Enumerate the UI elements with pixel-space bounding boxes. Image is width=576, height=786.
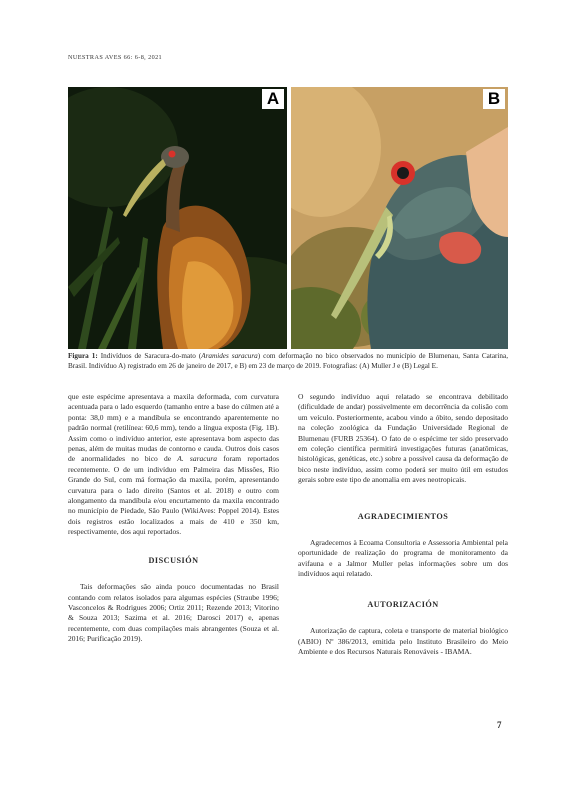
caption-text-post: ) com deformação no bico observados no município de Blumenau, Santa Catarina, Brasil. Indivíduo A) registrado em 26 de janeiro de 2017, e B) em 23 de março de 2019. Fotografias: (A) Muller J e (B) Legal E. bbox=[68, 352, 508, 370]
photo-a bbox=[68, 87, 287, 349]
caption-label: Figura 1: bbox=[68, 352, 98, 360]
photo-a-image bbox=[68, 87, 287, 349]
photo-b-image bbox=[291, 87, 508, 349]
running-head: NUESTRAS AVES 66: 6-8, 2021 bbox=[68, 54, 163, 61]
figure-1 bbox=[68, 87, 508, 349]
left-paragraph-1 bbox=[68, 392, 279, 538]
panel-a-label: A bbox=[262, 89, 284, 109]
right-paragraph-1: O segundo indivíduo aqui relatado se encontrava debilitado (dificuldade de andar) possivelmente em decorrência da colisão com um veículo. Posteriormente, acabou vindo a óbito, sendo depositado na coleção zoológica da Fundação Universidade Regional de Blumenau (FURB 25364). O fato de o espécime ter sido preservado em coleção científica permitirá investigações futuras (anatômicas, histológicas, genéticas, etc.) sobre a possível causa da deformação de bico neste indivíduo, assim como poderá ser muito útil em estudos gerais sobre este tipo de anomalia em aves neotropicais. bbox=[298, 392, 508, 485]
right-paragraph-3: Autorização de captura, coleta e transporte de material biológico (ABIO) Nº 386/2013, emitida pelo Instituto Brasileiro do Meio Ambiente e dos Recursos Naturais Renováveis - IBAMA. bbox=[298, 626, 508, 656]
caption-species: Aramides saracura bbox=[201, 352, 258, 360]
left-paragraph-1-species: A. saracura bbox=[177, 454, 218, 464]
right-column bbox=[298, 392, 508, 657]
section-title-discusion: DISCUSIÓN bbox=[148, 555, 199, 565]
panel-b-label: B bbox=[483, 89, 505, 109]
figure-caption bbox=[68, 352, 508, 371]
left-paragraph-1-pre: que este espécime apresentava a maxila deformada, com curvatura acentuada para o lado esquerdo (tamanho entre a base do cúlmen até a ponta: 38,0 mm) e a mandíbula se encontrando aparentemente no padrão normal (retilínea: 60,6 mm), tendo a língua exposta (Fig. 1B). Assim como o indivíduo anterior, este apresentava bom aspecto das penas, além de muitas mudas de contorno e cauda. Outros dois casos de anormalidades no bico de bbox=[68, 392, 279, 464]
page-number: 7 bbox=[497, 720, 502, 730]
left-paragraph-1-post: foram reportados recentemente. O de um indivíduo em Palmeira das Missões, Rio Grande do Sul, com má formação da maxila, porém, apresentando curvatura para o lado direito (Santos et al. 2018) e outro com alongamento da mandíbula e/ou encurtamento da maxila encontrado no município de Piedade, São Paulo (WikiAves: Poppel 2014). Estes dois registros estão localizados a mais de 410 e 350 km, respectivamente, dos aqui reportados. bbox=[68, 454, 279, 537]
section-title-autorizacion: AUTORIZACIÓN bbox=[367, 599, 439, 609]
caption-text-pre: Indivíduos de Saracura-do-mato ( bbox=[97, 352, 202, 360]
left-paragraph-2: Tais deformações são ainda pouco documentadas no Brasil contando com relatos isolados para algumas espécies (Straube 1996; Vasconcelos & Rodrigues 2006; Ortiz 2011; Rezende 2013; Vitorino & Souza 2013; Sazima et al. 2016; Darosci 2017) e, apenas recentemente, com duas compilações mais abrangentes (Souza et al. 2016; Purificação 2019). bbox=[68, 582, 279, 644]
left-column bbox=[68, 392, 279, 645]
right-paragraph-2: Agradecemos à Ecoama Consultoria e Assessoria Ambiental pela oportunidade de realização do programa de monitoramento da avifauna e a Jalmor Muller pelas informações sobre um dos indivíduos aqui relatado. bbox=[298, 538, 508, 579]
section-title-agradecimientos: AGRADECIMIENTOS bbox=[357, 511, 449, 521]
photo-b bbox=[291, 87, 508, 349]
